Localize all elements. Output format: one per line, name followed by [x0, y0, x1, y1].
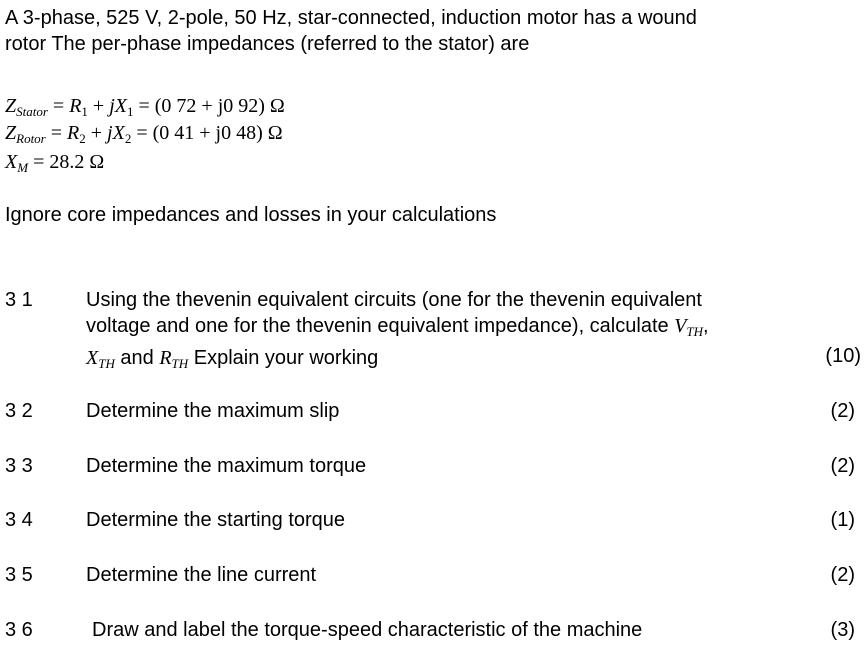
xm-symbol: X [5, 151, 18, 173]
xm-subscript: M [17, 160, 29, 175]
intro-line-2: rotor The per-phase impedances (referred to the stator) are [5, 33, 530, 55]
z-symbol: Z [5, 95, 17, 117]
x2-symbol: X [112, 122, 125, 144]
question-marks: (2) [830, 455, 855, 477]
rotor-impedance-value: (0 41 + j0 48) Ω [152, 122, 283, 144]
magnetizing-reactance-value: 28.2 Ω [49, 151, 105, 173]
rotor-subscript: Rotor [16, 131, 46, 146]
question-marks: (1) [830, 509, 855, 531]
question-text [86, 287, 836, 377]
and-text: and [114, 347, 160, 369]
rotor-impedance-equation: $Z_{Rotor} = R_2 + jX_2 = (0$ 41 + j0 48) Ω [5, 122, 283, 146]
question-number: 3 6 [5, 619, 33, 641]
question-text: Determine the line current [86, 564, 317, 586]
instruction-text: Ignore core impedances and losses in your calculations [5, 204, 497, 226]
question-marks: (10) [825, 345, 861, 367]
rth-subscript: TH [171, 356, 189, 371]
question-marks: (3) [830, 619, 855, 641]
question-number: 3 4 [5, 509, 33, 531]
question-line-2-text: voltage and one for the thevenin equivalent impedance), calculate [86, 315, 675, 337]
question-line-3 [86, 345, 836, 377]
question-number: 3 3 [5, 455, 33, 477]
question-number: 3 1 [5, 289, 33, 311]
x1-subscript: 1 [126, 104, 134, 119]
question-text: Draw and label the torque-speed characteristic of the machine [92, 619, 643, 641]
j-symbol: j [109, 95, 115, 117]
stator-impedance-equation: $Z_{Stator} = R_1 + jX_1 = (0$ 72 + j0 92) Ω [5, 95, 285, 119]
r2-symbol: R [67, 122, 80, 144]
question-text: Determine the maximum slip [86, 400, 340, 422]
z-symbol: Z [5, 122, 17, 144]
question-line-1: Using the thevenin equivalent circuits (one for the thevenin equivalent [86, 289, 702, 311]
rth-symbol: R [159, 347, 172, 369]
j-symbol: j [107, 122, 113, 144]
vth-subscript: TH [686, 324, 704, 339]
question-marks: (2) [830, 400, 855, 422]
r1-symbol: R [69, 95, 82, 117]
explain-text: Explain your working [188, 347, 379, 369]
question-text: Determine the maximum torque [86, 455, 367, 477]
question-line-2: voltage and one for the thevenin equivalent impedance), calculate $V_{TH}$, [86, 315, 709, 339]
r1-subscript: 1 [81, 104, 88, 119]
intro-line-1: A 3-phase, 525 V, 2-pole, 50 Hz, star-connected, induction motor has a wound [5, 7, 697, 29]
question-number: 3 2 [5, 400, 33, 422]
x2-subscript: 2 [124, 131, 132, 146]
x1-symbol: X [114, 95, 127, 117]
stator-impedance-value: (0 72 + j0 92) Ω [154, 95, 285, 117]
question-marks: (2) [830, 564, 855, 586]
question-text: Determine the starting torque [86, 509, 346, 531]
r2-subscript: 2 [79, 131, 86, 146]
vth-symbol: V [674, 315, 687, 337]
stator-subscript: Stator [16, 104, 48, 119]
intro-paragraph [5, 5, 855, 57]
xth-subscript: TH [98, 356, 115, 371]
xth-symbol: X [86, 347, 99, 369]
question-number: 3 5 [5, 564, 33, 586]
magnetizing-reactance-equation: $X_M = 28.2$ Ω [5, 151, 105, 175]
